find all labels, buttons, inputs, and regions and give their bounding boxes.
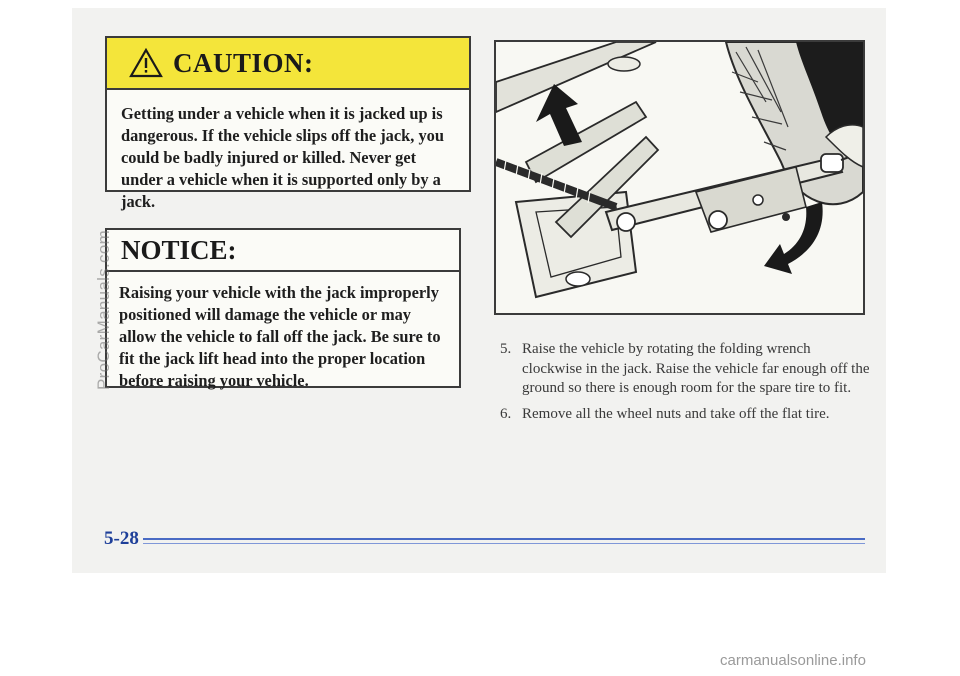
caution-title: CAUTION:: [173, 47, 314, 78]
notice-header: [107, 230, 459, 272]
notice-box: [105, 228, 461, 388]
step-item: [500, 340, 870, 399]
notice-title: NOTICE:: [121, 234, 237, 265]
step-text: Raise the vehicle by rotating the folding wrench clockwise in the jack. Raise the vehicle far enough off the ground so there is enough room for the spare tire to fit.: [522, 341, 870, 396]
caution-text: Getting under a vehicle when it is jacked up is dangerous. If the vehicle slips off the jack, you could be badly injured or killed. Never get under a vehicle when it is supported only by a jack.: [121, 104, 444, 211]
step-text: Remove all the wheel nuts and take off the flat tire.: [522, 405, 830, 422]
step-number: 5.: [500, 341, 512, 357]
footer-rule-thin: [143, 543, 865, 544]
instruction-steps: [500, 340, 870, 430]
jack-and-wrench-illustration: [496, 42, 863, 313]
site-footer-text: carmanualsonline.info: [720, 652, 866, 669]
footer-rule: [143, 538, 865, 540]
notice-text: Raising your vehicle with the jack improperly positioned will damage the vehicle or may allow the vehicle to fall off the jack. Be sure to fit the jack lift head into the proper location before raising your vehicle.: [119, 283, 441, 390]
watermark-text: ProCarManuals.com: [94, 229, 113, 390]
caution-header: [107, 38, 469, 90]
jack-illustration: [494, 40, 865, 315]
caution-box: [105, 36, 471, 211]
page-number: 5-28: [104, 528, 139, 549]
step-item: [500, 405, 870, 425]
step-number: 6.: [500, 405, 512, 422]
warning-triangle-icon: [129, 48, 163, 78]
